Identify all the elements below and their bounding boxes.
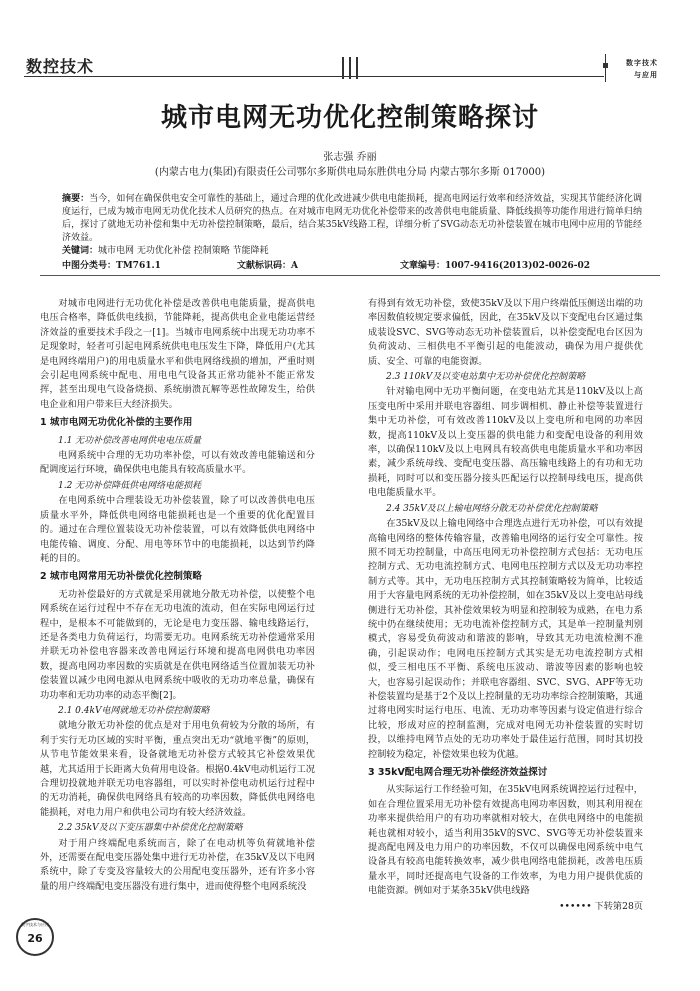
badge-ring-text: 数字技术与应用 — [21, 922, 49, 927]
heading-2-1: 2.1 0.4kV电网就地无功补偿控制策略 — [58, 705, 210, 716]
heading-1-1: 1.1 无功补偿改善电网供电电压质量 — [58, 435, 202, 446]
heading-2-2: 2.2 35kV及以下变压器集中补偿优化控制策略 — [58, 823, 243, 834]
heading-1: 1 城市电网无功优化补偿的主要作用 — [40, 417, 193, 429]
clc-value: TM761.1 — [116, 261, 161, 271]
clc-label: 中图分类号： — [62, 261, 117, 271]
article-id-label: 文章编号： — [400, 261, 446, 271]
clc-field — [62, 258, 161, 271]
page-number: 26 — [27, 932, 43, 945]
right-column — [368, 297, 643, 914]
doc-code-value: A — [291, 261, 298, 271]
paragraph-2: 无功补偿最好的方式就是采用就地分散无功补偿，以使整个电网系统在运行过程中不存在无功电流的流动，但在实际电网运行过程中，是根本不可能做到的，无论是电力变压器、输电线路运行，还是各类电力负荷运行，均需要无功。电网系统无功补偿通常采用并联无功补偿电容器来改善电网运行环境和提高电网供电功率因数，提高电网功率因数的实质就是在供电网络适当位置加装无功补偿装置以减少电网电源从电网系统中吸收的无功功率总量，确保有功功率和无功功率的动态平衡[2]。 — [40, 588, 315, 701]
heading-2-3: 2.3 110kV及以变电站集中无功补偿优化控制策略 — [386, 372, 586, 383]
journal-logo — [605, 54, 660, 82]
paragraph-3: 从实际运行工作经验可知，在35kV电网系统调控运行过程中，如在合理位置采用无功补偿有效提高电网功率因数，则其利用视在功率来提供给用户的有功功率就相对较大，在供电网络中的电能损耗也就相对较小，适当利用35kV的SVC、SVG等无功补偿装置来提高配电网及电力用户的功率因数，不仅可以确保电网系统中电气设备具有较高电能转换效率，减少供电网络电能损耗，改善电压质量水平，同时还提高电气设备的工作效率，为电力用户提供优质的电能资源。例如对于某条35kV供电线路 — [368, 784, 643, 897]
paragraph-2-4: 在35kV及以上输电网络中合理选点进行无功补偿，可以有效提高输电网络的整体传输容量，改善输电网络的运行安全可靠性。按照不同无功控制量，中高压电网无功补偿控制方式包括：无功电压控制方式、无功电流控制方式、电网电压控制方式以及无功功率控制方式等。其中，无功电压控制方式其控制策略较为简单，比较适用于大容量电网系统的无功补偿控制，如在35kV及以上变电站母线侧进行无功补偿，其补偿效果较为明显和控制较为成熟，在电力系统中仍在继续使用；无功电流补偿控制方式，其是单一控制量判别模式，容易受负荷波动和谐波的影响，导致其无功电流检测不准确，引起误动作；电网电压控制方式其实是无功电流控制方式相似，受三相电压不平衡、系统电压波动、谐波等因素的影响也较大，也容易引起误动作；并联电容器组、SVC、SVG、APF等无功补偿装置均是基于2个及以上控制量的无功功率综合控制策略，其通过将电网实时运行电压、电流、无功功率等因素与设定值进行综合比较，形成对应的控制监测，完成对电网无功补偿装置的实时切投，以维持电网节点处的无功功率处于最佳运行范围，同时其切投控制较为稳定，补偿效果也较为优越。 — [368, 518, 643, 760]
intro-paragraph: 对城市电网进行无功优化补偿是改善供电电能质量，提高供电电压合格率，降低供电线损，节能降耗，提高供电企业电能运营经济效益的重要技术手段之一[1]。当城市电网系统中出现无功功率不足现象时，轻者可引起电网系统供电电压发生下降，降低用户(尤其是电网终端用户)的用电质量水平和供电网络线损的增加，严重时则会引起电网系统中配电、用电电气设备其正常功能补不能正常发挥，甚至出现电气设备烧损、系统崩溃瓦解等恶性故障发生，给供电企业和用户带来巨大经济损失。 — [40, 298, 315, 410]
left-column — [40, 297, 315, 895]
heading-2: 2 城市电网常用无功补偿优化控制策略 — [40, 571, 202, 583]
abstract-label: 摘要： — [62, 194, 90, 204]
abstract-text: 当今，如何在确保供电安全可靠性的基础上，通过合理的优化改进减少供电电能损耗，提高电网运行效率和经济效益，实现其节能经济化调度运行，已成为城市电网无功优化技术人员研究的热点。在对城市电网无功优化补偿带来的改善供电电能质量、降低线损等功能作用进行简单归纳后，探讨了就地无功补偿和集中无功补偿控制策略，最后，结合某35kV线路工程，详细分析了SVG动态无功补偿装置在城市电网中应用的节能经济效益。 — [62, 194, 642, 243]
keywords — [62, 243, 642, 256]
paragraph-2-2-cont: 有得到有效无功补偿，致使35kV及以下用户终端低压侧送出端的功率因数值较规定要求偏低，因此，在35kV及以下变配电台区通过集成装设SVC、SVG等动态无功补偿装置后，以补偿变配电台区因为负荷波动、三相供电不平衡引起的电能波动，确保为用户提供优质、安全、可靠的电能资源。 — [368, 298, 643, 367]
paragraph-2-3: 针对输电网中无功平衡问题，在变电站尤其是110kV及以上高压变电所中采用并联电容器组、同步调相机、静止补偿等装置进行集中无功补偿，可有效改善110kV及以上变电所和电网的功率因数，提高110kV及以上变压器的供电能力和变配电设备的利用效率，以确保110kV及以上电网具有较高供电电能质量水平和功率因素，减少系统母线、变配电变压器、高压输电线路上的有功和无功损耗，同时可以和变压器分接头匹配运行以控制母线电压，提高供电电能质量水平。 — [368, 386, 643, 499]
heading-3: 3 35kV配电网合理无功补偿经济效益探讨 — [368, 767, 548, 778]
heading-2-4: 2.4 35kV及以上输电网络分散无功补偿优化控制策略 — [386, 503, 598, 514]
abstract — [62, 193, 642, 245]
doc-code-label: 文献标识码： — [237, 261, 292, 271]
logo-mark-icon — [603, 63, 608, 68]
heading-1-2: 1.2 无功补偿降低供电网络电能损耗 — [58, 480, 202, 491]
article-authors: 张志强 乔丽 — [323, 152, 377, 163]
paragraph-2-1: 就地分散无功补偿的优点是对于用电负荷较为分散的场所，有利于实行无功区域的实时平衡，重点突出无功“就地平衡”的原则，从节电节能效果来看，设备就地无功补偿方式较其它补偿效果优越，尤其适用于长距离大负荷用电设备。根据0.4kV电动机运行工况合理切投就地并联无功电容器组，可以实时补偿电动机运行过程中的无功消耗，确保供电网络具有较高的功率因数，降低供电网络电能损耗，对电力用户和供电公司均有较大经济效益。 — [40, 720, 315, 818]
paragraph-2-2: 对于用户终端配电系统而言，除了在电动机等负荷就地补偿外，还需要在配电变压器处集中进行无功补偿，在35kV及以下电网系统中，除了专变及容量较大的公用配电变压器外，还有许多小容量的用户终端配电变压器没有进行集中，进而使得整个电网系统没 — [40, 837, 315, 892]
paragraph-1-1: 电网系统中合理的无功功率补偿，可以有效改善电能输送和分配调度运行环境，确保供电电能具有较高质量水平。 — [40, 450, 315, 476]
article-title: 城市电网无功优化控制策略探讨 — [160, 103, 539, 133]
article-affiliation: (内蒙古电力(集团)有限责任公司鄂尔多斯供电局东胜供电分局 内蒙古鄂尔多斯 017000) — [154, 167, 546, 178]
paragraph-1-2: 在电网系统中合理装设无功补偿装置，除了可以改善供电电压质量水平外，降低供电网络电能损耗也是一个重要的优化配置目的。通过在合理位置装设无功补偿装置，可以有效降低供电网络中电能传输、调度、分配、用电等环节中的电能损耗，以达到节约降耗的目的。 — [40, 495, 315, 564]
continued-note: •••••• 下转第28页 — [559, 900, 643, 912]
page-header — [0, 0, 700, 80]
header-rule — [24, 76, 604, 77]
article-id-value: 1007-9416(2013)02-0026-02 — [445, 261, 590, 271]
logo-line1: 数字技术 — [626, 59, 658, 67]
meta-rule — [40, 275, 660, 276]
keywords-label: 关键词： — [62, 246, 99, 256]
section-name: 数控技术 — [26, 57, 95, 76]
logo-line2: 与应用 — [634, 71, 658, 79]
keywords-text: 城市电网 无功优化补偿 控制策略 节能降耗 — [98, 246, 269, 256]
page-number-badge — [16, 918, 54, 956]
article-id-field — [400, 258, 590, 271]
doc-code-field — [237, 258, 298, 271]
